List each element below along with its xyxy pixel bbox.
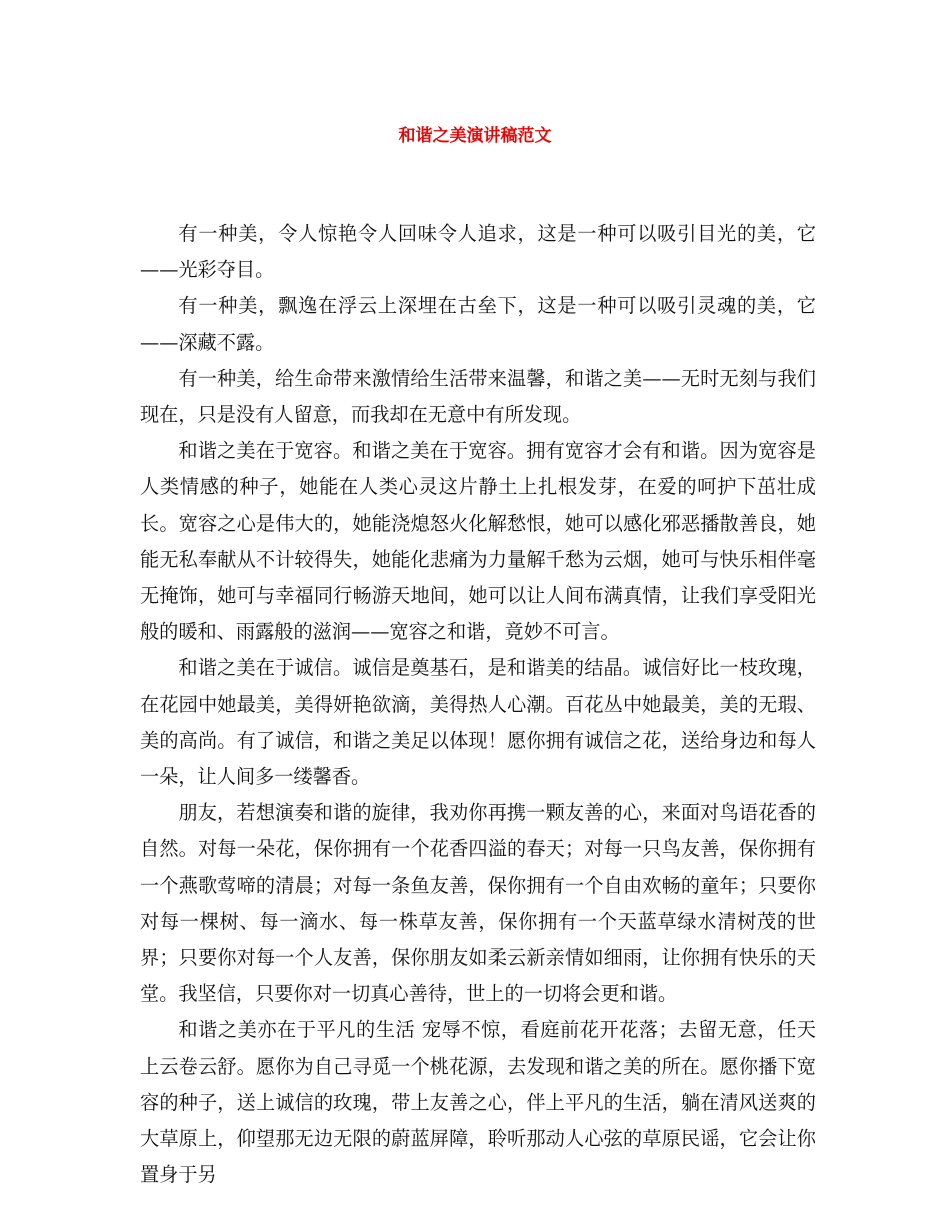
paragraph-4: 和谐之美在于宽容。和谐之美在于宽容。拥有宽容才会有和谐。因为宽容是人类情感的种子，她能在人类心灵这片静土上扎根发芽，在爱的呵护下茁壮成长。宽容之心是伟大的，她能浇熄怒火化解愁恨，她可以感化邪恶播散善良，她能无私奉献从不计较得失，她能化悲痛为力量解千愁为云烟，她可与快乐相伴毫无掩饰，她可与幸福同行畅游天地间，她可以让人间布满真情，让我们享受阳光般的暖和、雨露般的滋润——宽容之和谐，竟妙不可言。 bbox=[140, 439, 816, 644]
paragraph-7: 和谐之美亦在于平凡的生活 宠辱不惊，看庭前花开花落；去留无意，任天上云卷云舒。愿你为自己寻觅一个桃花源，去发现和谐之美的所在。愿你播下宽容的种子，送上诚信的玫瑰，带上友善之心，伴上平凡的生活，躺在清风送爽的大草原上，仰望那无边无限的蔚蓝屏障，聆听那动人心弦的草原民谣，它会让你置身于另 bbox=[140, 1018, 816, 1187]
paragraph-5: 和谐之美在于诚信。诚信是奠基石，是和谐美的结晶。诚信好比一枝玫瑰，在花园中她最美，美得妍艳欲滴，美得热人心潮。百花丛中她最美，美的无瑕、美的高尚。有了诚信，和谐之美足以体现！愿你拥有诚信之花，送给身边和每人一朵，让人间多一缕馨香。 bbox=[140, 656, 816, 789]
paragraph-6: 朋友，若想演奏和谐的旋律，我劝你再携一颗友善的心，来面对鸟语花香的自然。对每一朵花，保你拥有一个花香四溢的春天；对每一只鸟友善，保你拥有一个燕歌莺啼的清晨；对每一条鱼友善，保你拥有一个自由欢畅的童年；只要你对每一棵树、每一滴水、每一株草友善，保你拥有一个天蓝草绿水清树茂的世界；只要你对每一个人友善，保你朋友如柔云新亲情如细雨，让你拥有快乐的天堂。我坚信，只要你对一切真心善待，世上的一切将会更和谐。 bbox=[140, 801, 816, 1006]
paragraph-1: 有一种美，令人惊艳令人回味令人追求，这是一种可以吸引目光的美，它——光彩夺目。 bbox=[140, 222, 816, 282]
paragraph-2: 有一种美，飘逸在浮云上深埋在古垒下，这是一种可以吸引灵魂的美，它——深藏不露。 bbox=[140, 294, 816, 354]
document-body bbox=[140, 216, 816, 1193]
document-title: 和谐之美演讲稿范文 bbox=[398, 126, 552, 146]
paragraph-3: 有一种美，给生命带来激情给生活带来温馨，和谐之美——无时无刻与我们现在，只是没有人留意，而我却在无意中有所发现。 bbox=[140, 366, 816, 427]
